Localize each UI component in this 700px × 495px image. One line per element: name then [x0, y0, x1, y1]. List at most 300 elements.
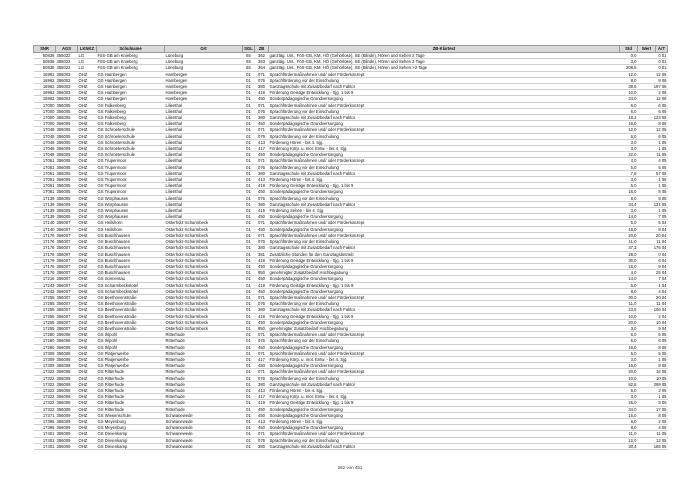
- sgl-cell: 01: [243, 394, 255, 400]
- schulname-cell: GS Meyenburg: [97, 425, 165, 431]
- wert-art-cell: 2 06: [638, 90, 668, 96]
- schulname-cell: GS Ritterhude: [97, 381, 165, 387]
- wert-art-cell: 123 05: [638, 115, 668, 121]
- sgl-cell: 01: [243, 288, 255, 294]
- schulname-cell: GS Platjenwerbe: [97, 356, 165, 362]
- schulname-cell: GS Falkenberg: [97, 121, 165, 127]
- zb-klartext-cell: Sonderpädagogische Grundversorgung: [269, 406, 620, 412]
- sgl-cell: 01: [243, 152, 255, 158]
- wert-art-cell: 6 04: [638, 257, 668, 263]
- lknkz-cell: OHZ: [78, 332, 97, 338]
- ags-cell: 356005: [56, 170, 78, 176]
- sgl-cell: 65: [243, 59, 255, 65]
- ort-cell: Ritterhude: [165, 400, 243, 406]
- ags-cell: 356008: [56, 400, 78, 406]
- ort-cell: Osterholz-Scharmbeck: [165, 270, 243, 276]
- ort-cell: Hambergen: [165, 71, 243, 77]
- lknkz-cell: OHZ: [78, 220, 97, 226]
- ags-cell: 356007: [56, 257, 78, 263]
- sgl-cell: 01: [243, 257, 255, 263]
- wert-art-cell: 1 05: [638, 394, 668, 400]
- ort-cell: Osterholz-Scharmbeck: [165, 313, 243, 319]
- snr-cell: 17322: [34, 381, 56, 387]
- wert-art-cell: 5 05: [638, 350, 668, 356]
- snr-cell: 17000: [34, 102, 56, 108]
- ort-cell: Lilienthal: [165, 115, 243, 121]
- lknkz-cell: OHZ: [78, 189, 97, 195]
- wert-art-cell: 0 01: [638, 59, 668, 65]
- std-cell: 6,0: [620, 102, 638, 108]
- std-cell: 16,0: [620, 363, 638, 369]
- snr-cell: 17309: [34, 350, 56, 356]
- lknkz-cell: OHZ: [78, 208, 97, 214]
- snr-cell: 16962: [34, 77, 56, 83]
- wert-art-cell: 12 06: [638, 71, 668, 77]
- schulname-cell: GS Falkenberg: [97, 108, 165, 114]
- schulname-cell: GS Beethovenstraße: [97, 313, 165, 319]
- sgl-cell: 01: [243, 90, 255, 96]
- ort-cell: Lüneburg: [165, 53, 243, 59]
- sgl-cell: 01: [243, 406, 255, 412]
- std-cell: 12,0: [620, 71, 638, 77]
- zb-cell: 450: [255, 214, 269, 220]
- snr-cell: 17395: [34, 425, 56, 431]
- sgl-cell: 01: [243, 356, 255, 362]
- std-cell: 16,0: [620, 226, 638, 232]
- zb-cell: 071: [255, 350, 269, 356]
- wert-art-cell: 11 05: [638, 152, 668, 158]
- zb-cell: 076: [255, 133, 269, 139]
- zb-cell: 450: [255, 412, 269, 418]
- schulname-cell: GS Ihlpohl: [97, 338, 165, 344]
- std-cell: 23,6: [620, 307, 638, 313]
- lknkz-cell: OHZ: [78, 146, 97, 152]
- std-cell: 28,0: [620, 251, 638, 257]
- zb-klartext-cell: Förderung Hören - bis 4. Sjg.: [269, 139, 620, 145]
- std-cell: 3,0: [620, 59, 638, 65]
- column-header: Wert: [638, 46, 656, 53]
- std-cell: 3,0: [620, 139, 638, 145]
- std-cell: 4,0: [620, 270, 638, 276]
- snr-cell: 17243: [34, 288, 56, 294]
- schulname-cell: GS Buschhausen: [97, 263, 165, 269]
- lknkz-cell: OHZ: [78, 133, 97, 139]
- std-cell: 5,0: [620, 220, 638, 226]
- sgl-cell: 01: [243, 437, 255, 443]
- wert-art-cell: 11 05: [638, 431, 668, 437]
- zb-cell: 380: [255, 115, 269, 121]
- wert-art-cell: 10 05: [638, 375, 668, 381]
- snr-cell: 17061: [34, 164, 56, 170]
- ags-cell: 356008: [56, 363, 78, 369]
- sgl-cell: 01: [243, 108, 255, 114]
- schulname-cell: GS Falkenberg: [97, 115, 165, 121]
- zb-klartext-cell: Sprachförderung vor der Einschulung: [269, 375, 620, 381]
- zb-cell: 413: [255, 177, 269, 183]
- zb-klartext-cell: Sprachfördermaßnahmen und/ oder Förderkonzept: [269, 232, 620, 238]
- ort-cell: Osterholz-Scharmbeck: [165, 232, 243, 238]
- zb-cell: 413: [255, 418, 269, 424]
- schulname-cell: GS Ritterhude: [97, 400, 165, 406]
- ags-cell: 356005: [56, 133, 78, 139]
- ort-cell: Schwanewede: [165, 412, 243, 418]
- snr-cell: 17322: [34, 387, 56, 393]
- ags-cell: 356008: [56, 344, 78, 350]
- snr-cell: 17322: [34, 369, 56, 375]
- lknkz-cell: LG: [78, 53, 97, 59]
- schulname-cell: GS Trupermoor: [97, 189, 165, 195]
- wert-art-cell: 2 05: [638, 387, 668, 393]
- ags-cell: 356007: [56, 307, 78, 313]
- schulname-cell: GS Platjenwerbe: [97, 350, 165, 356]
- ort-cell: Osterholz-Scharmbeck: [165, 251, 243, 257]
- zb-cell: 380: [255, 443, 269, 449]
- zb-klartext-cell: Ganztagsschule mit Zusatzbedarf nach Faktor: [269, 170, 620, 176]
- lknkz-cell: OHZ: [78, 152, 97, 158]
- zb-cell: 380: [255, 170, 269, 176]
- ags-cell: 356008: [56, 338, 78, 344]
- ags-cell: 355022: [56, 59, 78, 65]
- lknkz-cell: OHZ: [78, 84, 97, 90]
- lknkz-cell: OHZ: [78, 164, 97, 170]
- lknkz-cell: OHZ: [78, 232, 97, 238]
- zb-klartext-cell: Sonderpädagogische Grundversorgung: [269, 214, 620, 220]
- table-header-row: [34, 46, 668, 53]
- std-cell: 12,0: [620, 127, 638, 133]
- ags-cell: 356007: [56, 288, 78, 294]
- ort-cell: Lilienthal: [165, 146, 243, 152]
- schulname-cell: GS Hambergen: [97, 96, 165, 102]
- snr-cell: 16962: [34, 71, 56, 77]
- zb-klartext-cell: genehmigter Zusatzbedarf Hochbegabung: [269, 325, 620, 331]
- zb-cell: 076: [255, 437, 269, 443]
- sgl-cell: 01: [243, 443, 255, 449]
- sgl-cell: 65: [243, 53, 255, 59]
- ort-cell: Osterholz-Scharmbeck: [165, 282, 243, 288]
- std-cell: 14,0: [620, 214, 638, 220]
- ags-cell: 356007: [56, 239, 78, 245]
- sgl-cell: 01: [243, 363, 255, 369]
- wert-art-cell: 4 04: [638, 288, 668, 294]
- schulname-cell: GS Scharmbeckstotel: [97, 288, 165, 294]
- ort-cell: Lilienthal: [165, 158, 243, 164]
- std-cell: 10,0: [620, 313, 638, 319]
- ags-cell: 356003: [56, 96, 78, 102]
- zb-cell: 950: [255, 325, 269, 331]
- schulname-cell: GS Trupermoor: [97, 164, 165, 170]
- wert-art-cell: 9 04: [638, 325, 668, 331]
- ort-cell: Osterholz-Scharmbeck: [165, 239, 243, 245]
- ort-cell: Schwanewede: [165, 431, 243, 437]
- std-cell: 20,0: [620, 319, 638, 325]
- zb-klartext-cell: Sonderpädagogische Grundversorgung: [269, 152, 620, 158]
- std-cell: 3,0: [620, 325, 638, 331]
- lknkz-cell: OHZ: [78, 96, 97, 102]
- ort-cell: Ritterhude: [165, 394, 243, 400]
- ort-cell: Ritterhude: [165, 356, 243, 362]
- snr-cell: 17255: [34, 307, 56, 313]
- zb-cell: 380: [255, 245, 269, 251]
- schulname-cell: GS Dreienkamp: [97, 437, 165, 443]
- lknkz-cell: OHZ: [78, 338, 97, 344]
- snr-cell: 17048: [34, 127, 56, 133]
- ort-cell: Osterholz-Scharmbeck: [165, 325, 243, 331]
- lknkz-cell: OHZ: [78, 431, 97, 437]
- ags-cell: 356005: [56, 115, 78, 121]
- schulname-cell: GS Beethovenstraße: [97, 307, 165, 313]
- zb-cell: 381: [255, 251, 269, 257]
- wert-art-cell: 8 05: [638, 363, 668, 369]
- sgl-cell: 01: [243, 307, 255, 313]
- schulname-cell: FöS-GB am Knieberg: [97, 59, 165, 65]
- zb-klartext-cell: Förderung Geistige Entwicklung - Sjg. 1 bis 9: [269, 257, 620, 263]
- ags-cell: 356005: [56, 214, 78, 220]
- ort-cell: Osterholz-Scharmbeck: [165, 319, 243, 325]
- ort-cell: Ritterhude: [165, 387, 243, 393]
- schulname-cell: GS Trupermoor: [97, 177, 165, 183]
- lknkz-cell: OHZ: [78, 139, 97, 145]
- schulname-cell: GS Hambergen: [97, 77, 165, 83]
- zb-klartext-cell: Förderung Körp. u. mot. Entw. - bis 4. Sjg.: [269, 356, 620, 362]
- lknkz-cell: OHZ: [78, 257, 97, 263]
- zb-klartext-cell: Sprachförderung vor der Einschulung: [269, 164, 620, 170]
- ags-cell: 356003: [56, 84, 78, 90]
- wert-art-cell: 0 04: [638, 251, 668, 257]
- ort-cell: Schwanewede: [165, 443, 243, 449]
- ags-cell: 356007: [56, 313, 78, 319]
- lknkz-cell: OHZ: [78, 356, 97, 362]
- lknkz-cell: OHZ: [78, 294, 97, 300]
- ort-cell: Ritterhude: [165, 344, 243, 350]
- ags-cell: 356007: [56, 251, 78, 257]
- ort-cell: Lilienthal: [165, 208, 243, 214]
- zb-klartext-cell: Sprachfördermaßnahmen und/ oder Förderkonzept: [269, 332, 620, 338]
- snr-cell: 17322: [34, 400, 56, 406]
- lknkz-cell: OHZ: [78, 195, 97, 201]
- ags-cell: 356005: [56, 139, 78, 145]
- ags-cell: 356008: [56, 369, 78, 375]
- snr-cell: 17255: [34, 325, 56, 331]
- zb-klartext-cell: Sonderpädagogische Grundversorgung: [269, 412, 620, 418]
- ort-cell: Osterholz-Scharmbeck: [165, 220, 243, 226]
- sgl-cell: 01: [243, 381, 255, 387]
- zb-cell: 450: [255, 363, 269, 369]
- zb-klartext-cell: Sprachfördermaßnahmen und/ oder Förderkonzept: [269, 294, 620, 300]
- zb-klartext-cell: genehmigter Zusatzbedarf Hochbegabung: [269, 270, 620, 276]
- zb-cell: 071: [255, 431, 269, 437]
- ort-cell: Lilienthal: [165, 195, 243, 201]
- ags-cell: 355022: [56, 65, 78, 71]
- table-row: [34, 443, 668, 449]
- column-header: SGL: [244, 46, 253, 51]
- ags-cell: 356009: [56, 418, 78, 424]
- column-header: AGS: [56, 46, 78, 53]
- sgl-cell: 01: [243, 121, 255, 127]
- std-cell: 24,0: [620, 96, 638, 102]
- sgl-cell: 01: [243, 301, 255, 307]
- snr-cell: 16962: [34, 96, 56, 102]
- sgl-cell: 01: [243, 214, 255, 220]
- lknkz-cell: OHZ: [78, 108, 97, 114]
- ort-cell: Lüneburg: [165, 65, 243, 71]
- sgl-cell: 01: [243, 425, 255, 431]
- zb-klartext-cell: Sonderpädagogische Grundversorgung: [269, 319, 620, 325]
- ags-cell: 356003: [56, 71, 78, 77]
- std-cell: 3,0: [620, 146, 638, 152]
- wert-art-cell: 165 05: [638, 443, 668, 449]
- std-cell: 11,0: [620, 431, 638, 437]
- sgl-cell: 01: [243, 158, 255, 164]
- snr-cell: 16962: [34, 84, 56, 90]
- snr-cell: 17176: [34, 245, 56, 251]
- ort-cell: Osterholz-Scharmbeck: [165, 226, 243, 232]
- lknkz-cell: OHZ: [78, 183, 97, 189]
- zb-klartext-cell: Sprachfördermaßnahmen und/ oder Förderkonzept: [269, 127, 620, 133]
- zb-klartext-cell: Sprachförderung vor der Einschulung: [269, 133, 620, 139]
- sgl-cell: 01: [243, 71, 255, 77]
- sgl-cell: 01: [243, 115, 255, 121]
- zb-cell: 450: [255, 96, 269, 102]
- snr-cell: 17139: [34, 201, 56, 207]
- lknkz-cell: OHZ: [78, 307, 97, 313]
- zb-cell: 364: [255, 65, 269, 71]
- wert-art-cell: 8 04: [638, 226, 668, 232]
- ort-cell: Lilienthal: [165, 177, 243, 183]
- lknkz-cell: OHZ: [78, 214, 97, 220]
- std-cell: 8,0: [620, 77, 638, 83]
- snr-cell: 17000: [34, 115, 56, 121]
- schulname-cell: GS Buschhausen: [97, 232, 165, 238]
- sgl-cell: 01: [243, 102, 255, 108]
- lknkz-cell: OHZ: [78, 282, 97, 288]
- ort-cell: Hambergen: [165, 77, 243, 83]
- sgl-cell: 01: [243, 127, 255, 133]
- std-cell: 16,0: [620, 189, 638, 195]
- zb-klartext-cell: Sprachförderung vor der Einschulung: [269, 301, 620, 307]
- column-header: Std: [620, 46, 638, 53]
- snr-cell: 17309: [34, 356, 56, 362]
- lknkz-cell: OHZ: [78, 263, 97, 269]
- zb-cell: 071: [255, 102, 269, 108]
- std-cell: 3,0: [620, 208, 638, 214]
- zb-cell: 450: [255, 121, 269, 127]
- zb-cell: 071: [255, 158, 269, 164]
- zb-cell: 380: [255, 84, 269, 90]
- ort-cell: Lilienthal: [165, 121, 243, 127]
- schulname-cell: GS Hambergen: [97, 71, 165, 77]
- ags-cell: 356008: [56, 332, 78, 338]
- lknkz-cell: OHZ: [78, 270, 97, 276]
- snr-cell: 17048: [34, 133, 56, 139]
- zb-klartext-cell: ganztäg. Unt., FöS-GB, KM, HÖ (Gehörlose), SE (Blinde), Hören und Sehen 2 Tage: [269, 53, 620, 59]
- ort-cell: Osterholz-Scharmbeck: [165, 276, 243, 282]
- snr-cell: 50836: [34, 59, 56, 65]
- wert-art-cell: 12 06: [638, 96, 668, 102]
- lknkz-cell: OHZ: [78, 394, 97, 400]
- ort-cell: Osterholz-Scharmbeck: [165, 301, 243, 307]
- zb-klartext-cell: Ganztagsschule mit Zusatzbedarf nach Faktor: [269, 381, 620, 387]
- column-header: ArT: [656, 46, 668, 53]
- ags-cell: 356005: [56, 127, 78, 133]
- ags-cell: 356003: [56, 77, 78, 83]
- zb-cell: 419: [255, 313, 269, 319]
- zb-klartext-cell: Sprachförderung vor der Einschulung: [269, 239, 620, 245]
- zb-klartext-cell: ganztäg. Unt., FöS-GB, KM, HÖ (Gehörlose), SE (Blinde), Hören und Sehen >3 Tage: [269, 65, 620, 71]
- wert-art-cell: 5 04: [638, 220, 668, 226]
- snr-cell: 17322: [34, 375, 56, 381]
- zb-cell: 363: [255, 59, 269, 65]
- schulname-cell: GS Sonnentau: [97, 276, 165, 282]
- snr-cell: 17255: [34, 319, 56, 325]
- ags-cell: 356005: [56, 108, 78, 114]
- std-cell: 3,0: [620, 394, 638, 400]
- lknkz-cell: OHZ: [78, 375, 97, 381]
- zb-cell: 380: [255, 307, 269, 313]
- zb-cell: 419: [255, 282, 269, 288]
- zb-cell: 450: [255, 263, 269, 269]
- std-cell: 5,0: [620, 183, 638, 189]
- zb-klartext-cell: Sprachfördermaßnahmen und/ oder Förderkonzept: [269, 220, 620, 226]
- wert-art-cell: 11 04: [638, 301, 668, 307]
- schulname-cell: GS Worphausen: [97, 201, 165, 207]
- schulname-cell: GS Scharmbeckstotel: [97, 282, 165, 288]
- wert-art-cell: 8 05: [638, 121, 668, 127]
- zb-cell: 419: [255, 400, 269, 406]
- schulname-cell: GS Heilshorn: [97, 226, 165, 232]
- schulname-cell: GS Ritterhude: [97, 406, 165, 412]
- wert-art-cell: 5 05: [638, 164, 668, 170]
- wert-art-cell: 106 04: [638, 307, 668, 313]
- zb-klartext-cell: Sonderpädagogische Grundversorgung: [269, 288, 620, 294]
- snr-cell: 17255: [34, 294, 56, 300]
- zb-klartext-cell: Sprachfördermaßnahmen und/ oder Förderkonzept: [269, 431, 620, 437]
- sgl-cell: 01: [243, 282, 255, 288]
- ort-cell: Schwanewede: [165, 437, 243, 443]
- zb-klartext-cell: Förderung Geistige Entwicklung - Sjg. 1 bis 9: [269, 313, 620, 319]
- ags-cell: 356007: [56, 226, 78, 232]
- std-cell: 34,0: [620, 406, 638, 412]
- zb-klartext-cell: Förderung Geistige Entwicklung - Sjg. 1 bis 9: [269, 400, 620, 406]
- wert-art-cell: 4 05: [638, 425, 668, 431]
- schulname-cell: GS Ritterhude: [97, 394, 165, 400]
- snr-cell: 17280: [34, 332, 56, 338]
- wert-art-cell: 1 05: [638, 208, 668, 214]
- schulname-cell: GS Worphausen: [97, 195, 165, 201]
- column-header: LKNKZ: [78, 46, 97, 53]
- wert-art-cell: 25 04: [638, 270, 668, 276]
- schulname-cell: GS Buschhausen: [97, 239, 165, 245]
- zb-klartext-cell: Förderung Körp. u. mot. Entw. - bis 4. Sjg.: [269, 394, 620, 400]
- zb-cell: 071: [255, 127, 269, 133]
- std-cell: 16,0: [620, 412, 638, 418]
- std-cell: 4,0: [620, 158, 638, 164]
- wert-art-cell: 1 04: [638, 282, 668, 288]
- ort-cell: Lilienthal: [165, 183, 243, 189]
- zb-cell: 076: [255, 301, 269, 307]
- schulname-cell: GS Buschhausen: [97, 270, 165, 276]
- snr-cell: 17048: [34, 139, 56, 145]
- school-hours-table: [33, 45, 668, 450]
- snr-cell: 17176: [34, 263, 56, 269]
- zb-klartext-cell: Sprachförderung vor der Einschulung: [269, 437, 620, 443]
- lknkz-cell: OHZ: [78, 319, 97, 325]
- snr-cell: 17255: [34, 301, 56, 307]
- zb-klartext-cell: Sonderpädagogische Grundversorgung: [269, 189, 620, 195]
- std-cell: 16,0: [620, 121, 638, 127]
- snr-cell: 17000: [34, 108, 56, 114]
- ags-cell: 356007: [56, 270, 78, 276]
- std-cell: 8,0: [620, 425, 638, 431]
